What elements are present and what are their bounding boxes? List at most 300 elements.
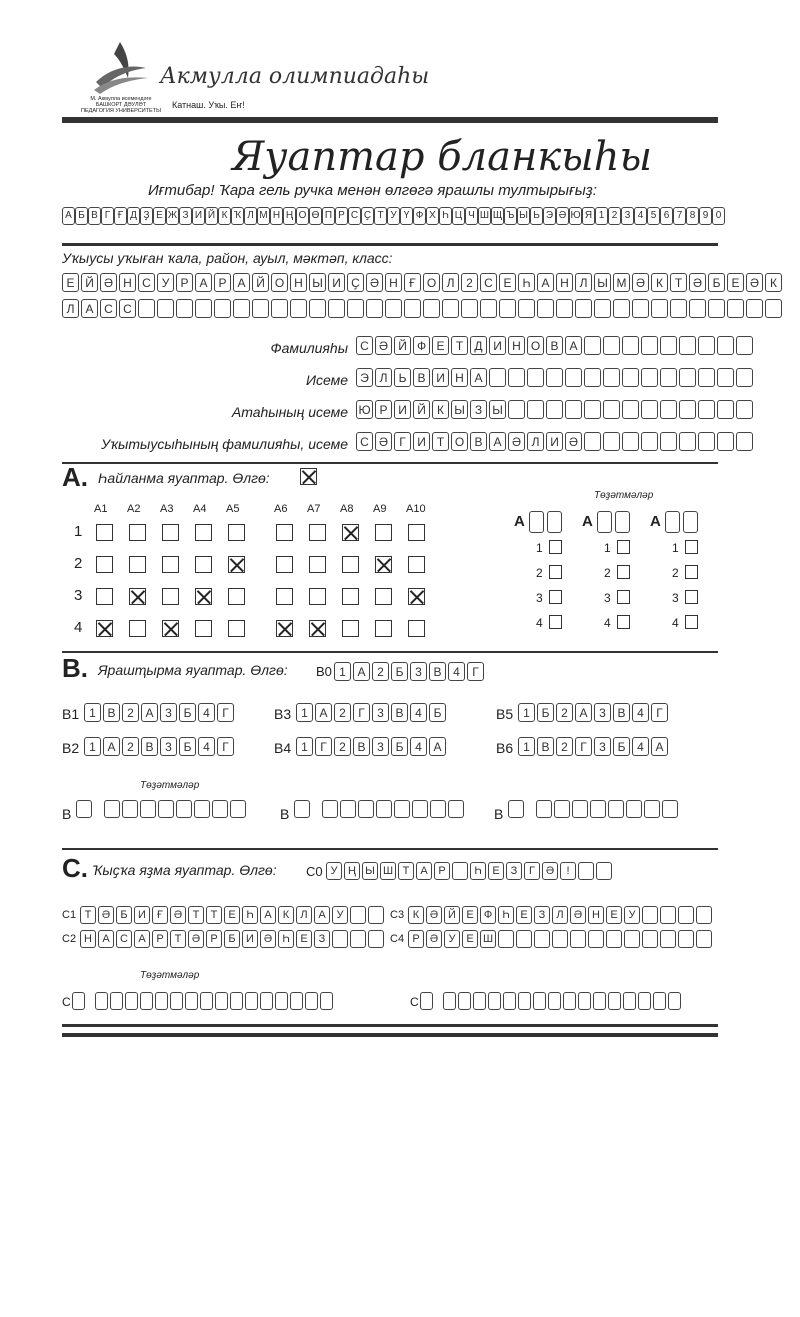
- school-char-cell[interactable]: А: [537, 273, 554, 292]
- school-input-line-1[interactable]: [62, 273, 782, 292]
- short-answer-char-cell[interactable]: А: [314, 906, 330, 924]
- matching-char-cell[interactable]: Б: [429, 703, 446, 722]
- answer-checkbox-checked[interactable]: [195, 588, 212, 605]
- matching-char-cell[interactable]: 3: [594, 737, 611, 756]
- matching-char-cell[interactable]: 1: [518, 737, 535, 756]
- short-answer-char-cell[interactable]: [350, 906, 366, 924]
- name-char-cell[interactable]: Ь: [394, 368, 411, 387]
- matching-char-cell[interactable]: Г: [575, 737, 592, 756]
- name-char-cell[interactable]: [603, 400, 620, 419]
- matching-char-cell[interactable]: Б: [179, 737, 196, 756]
- school-char-cell[interactable]: А: [233, 273, 250, 292]
- correction-checkbox[interactable]: [549, 590, 562, 604]
- name-char-cell[interactable]: Ә: [375, 336, 392, 355]
- name-char-cell[interactable]: [660, 336, 677, 355]
- short-answer-char-cell[interactable]: Ә: [260, 930, 276, 948]
- patronymic-input[interactable]: [356, 400, 753, 419]
- answer-checkbox[interactable]: [162, 556, 179, 573]
- school-char-cell[interactable]: [556, 299, 573, 318]
- school-char-cell[interactable]: Л: [442, 273, 459, 292]
- firstname-input[interactable]: [356, 368, 753, 387]
- short-answer-char-cell[interactable]: Б: [116, 906, 132, 924]
- short-answer-char-cell[interactable]: [552, 930, 568, 948]
- correction-char-cell[interactable]: [644, 800, 660, 818]
- matching-char-cell[interactable]: Г: [651, 703, 668, 722]
- name-char-cell[interactable]: И: [432, 368, 449, 387]
- matching-char-cell[interactable]: Б: [391, 737, 408, 756]
- correction-number-cell[interactable]: [665, 511, 680, 533]
- school-char-cell[interactable]: Л: [575, 273, 592, 292]
- correction-checkbox[interactable]: [617, 565, 630, 579]
- school-char-cell[interactable]: [442, 299, 459, 318]
- correction-char-cell[interactable]: [563, 992, 576, 1010]
- correction-char-cell[interactable]: [320, 992, 333, 1010]
- name-char-cell[interactable]: [717, 336, 734, 355]
- school-char-cell[interactable]: [746, 299, 763, 318]
- surname-input[interactable]: [356, 336, 753, 355]
- teacher-input[interactable]: [356, 432, 753, 451]
- correction-number-cell[interactable]: [420, 992, 433, 1010]
- name-char-cell[interactable]: [679, 336, 696, 355]
- matching-answer-row[interactable]: [84, 737, 234, 756]
- short-answer-char-cell[interactable]: Р: [152, 930, 168, 948]
- name-char-cell[interactable]: [698, 368, 715, 387]
- answer-checkbox[interactable]: [342, 620, 359, 637]
- matching-char-cell[interactable]: В: [613, 703, 630, 722]
- name-char-cell[interactable]: Л: [375, 368, 392, 387]
- short-answer-char-cell[interactable]: И: [242, 930, 258, 948]
- school-char-cell[interactable]: Т: [670, 273, 687, 292]
- correction-char-cell[interactable]: [533, 992, 546, 1010]
- matching-answer-row[interactable]: [84, 703, 234, 722]
- correction-char-cell[interactable]: [200, 992, 213, 1010]
- correction-char-cell[interactable]: [590, 800, 606, 818]
- name-char-cell[interactable]: [736, 368, 753, 387]
- correction-number-cell[interactable]: [597, 511, 612, 533]
- school-char-cell[interactable]: Б: [708, 273, 725, 292]
- answer-checkbox[interactable]: [162, 524, 179, 541]
- school-char-cell[interactable]: М: [613, 273, 630, 292]
- answer-checkbox[interactable]: [309, 556, 326, 573]
- school-char-cell[interactable]: [157, 299, 174, 318]
- short-answer-char-cell[interactable]: К: [408, 906, 424, 924]
- short-answer-char-cell[interactable]: У: [332, 906, 348, 924]
- correction-char-cell[interactable]: [536, 800, 552, 818]
- answer-checkbox[interactable]: [276, 588, 293, 605]
- matching-char-cell[interactable]: 1: [84, 703, 101, 722]
- school-char-cell[interactable]: Й: [81, 273, 98, 292]
- correction-char-cell[interactable]: [260, 992, 273, 1010]
- name-char-cell[interactable]: [717, 400, 734, 419]
- school-char-cell[interactable]: У: [157, 273, 174, 292]
- matching-char-cell[interactable]: 2: [556, 737, 573, 756]
- matching-char-cell[interactable]: А: [575, 703, 592, 722]
- short-answer-char-cell[interactable]: Ә: [426, 906, 442, 924]
- school-char-cell[interactable]: Ә: [632, 273, 649, 292]
- school-char-cell[interactable]: [176, 299, 193, 318]
- short-answer-char-cell[interactable]: А: [260, 906, 276, 924]
- name-char-cell[interactable]: [584, 336, 601, 355]
- short-answer-char-cell[interactable]: [696, 930, 712, 948]
- matching-char-cell[interactable]: 4: [410, 737, 427, 756]
- correction-number-cell[interactable]: [529, 511, 544, 533]
- correction-char-cell[interactable]: [394, 800, 410, 818]
- short-answer-char-cell[interactable]: [624, 930, 640, 948]
- name-char-cell[interactable]: [603, 336, 620, 355]
- matching-char-cell[interactable]: 2: [556, 703, 573, 722]
- short-answer-char-cell[interactable]: [588, 930, 604, 948]
- short-answer-char-cell[interactable]: Е: [516, 906, 532, 924]
- matching-char-cell[interactable]: В: [391, 703, 408, 722]
- answer-checkbox[interactable]: [129, 620, 146, 637]
- correction-char-cell[interactable]: [593, 992, 606, 1010]
- school-char-cell[interactable]: А: [195, 273, 212, 292]
- matching-char-cell[interactable]: А: [315, 703, 332, 722]
- name-char-cell[interactable]: Н: [508, 336, 525, 355]
- name-char-cell[interactable]: Д: [470, 336, 487, 355]
- name-char-cell[interactable]: [641, 432, 658, 451]
- short-answer-row[interactable]: [80, 930, 384, 948]
- name-char-cell[interactable]: К: [432, 400, 449, 419]
- correction-checkbox[interactable]: [685, 540, 698, 554]
- short-answer-char-cell[interactable]: [350, 930, 366, 948]
- short-answer-char-cell[interactable]: З: [534, 906, 550, 924]
- matching-char-cell[interactable]: Б: [179, 703, 196, 722]
- matching-char-cell[interactable]: 2: [334, 737, 351, 756]
- school-char-cell[interactable]: Л: [62, 299, 79, 318]
- matching-char-cell[interactable]: А: [141, 703, 158, 722]
- correction-char-cell[interactable]: [305, 992, 318, 1010]
- correction-checkbox[interactable]: [617, 540, 630, 554]
- name-char-cell[interactable]: [698, 336, 715, 355]
- short-answer-char-cell[interactable]: Е: [462, 906, 478, 924]
- answer-checkbox[interactable]: [375, 588, 392, 605]
- name-char-cell[interactable]: [527, 400, 544, 419]
- school-char-cell[interactable]: Р: [176, 273, 193, 292]
- correction-input-row[interactable]: [294, 800, 464, 818]
- correction-char-cell[interactable]: [554, 800, 570, 818]
- name-char-cell[interactable]: Ә: [565, 432, 582, 451]
- school-char-cell[interactable]: [480, 299, 497, 318]
- short-answer-char-cell[interactable]: Ғ: [152, 906, 168, 924]
- answer-checkbox-checked[interactable]: [375, 556, 392, 573]
- name-char-cell[interactable]: [698, 432, 715, 451]
- matching-char-cell[interactable]: А: [651, 737, 668, 756]
- name-char-cell[interactable]: Ә: [508, 432, 525, 451]
- matching-char-cell[interactable]: А: [429, 737, 446, 756]
- answer-checkbox-checked[interactable]: [342, 524, 359, 541]
- name-char-cell[interactable]: [641, 336, 658, 355]
- short-answer-char-cell[interactable]: [642, 930, 658, 948]
- name-char-cell[interactable]: [622, 368, 639, 387]
- name-char-cell[interactable]: Е: [432, 336, 449, 355]
- name-char-cell[interactable]: [641, 368, 658, 387]
- correction-char-cell[interactable]: [95, 992, 108, 1010]
- name-char-cell[interactable]: [660, 400, 677, 419]
- short-answer-char-cell[interactable]: [660, 930, 676, 948]
- correction-char-cell[interactable]: [448, 800, 464, 818]
- short-answer-char-cell[interactable]: [534, 930, 550, 948]
- short-answer-char-cell[interactable]: З: [314, 930, 330, 948]
- answer-checkbox[interactable]: [228, 588, 245, 605]
- short-answer-char-cell[interactable]: А: [134, 930, 150, 948]
- school-char-cell[interactable]: Ҫ: [347, 273, 364, 292]
- matching-char-cell[interactable]: Б: [537, 703, 554, 722]
- name-char-cell[interactable]: И: [413, 432, 430, 451]
- school-char-cell[interactable]: [252, 299, 269, 318]
- matching-answer-row[interactable]: [296, 703, 446, 722]
- correction-char-cell[interactable]: [158, 800, 174, 818]
- school-char-cell[interactable]: С: [100, 299, 117, 318]
- school-char-cell[interactable]: [233, 299, 250, 318]
- short-answer-char-cell[interactable]: [678, 930, 694, 948]
- correction-char-cell[interactable]: [668, 992, 681, 1010]
- name-char-cell[interactable]: В: [413, 368, 430, 387]
- school-char-cell[interactable]: Ы: [594, 273, 611, 292]
- name-char-cell[interactable]: [736, 336, 753, 355]
- short-answer-char-cell[interactable]: И: [134, 906, 150, 924]
- name-char-cell[interactable]: И: [394, 400, 411, 419]
- correction-char-cell[interactable]: [358, 800, 374, 818]
- correction-char-cell[interactable]: [412, 800, 428, 818]
- school-char-cell[interactable]: Е: [62, 273, 79, 292]
- short-answer-char-cell[interactable]: С: [116, 930, 132, 948]
- correction-number-cell[interactable]: [547, 511, 562, 533]
- name-char-cell[interactable]: [508, 368, 525, 387]
- short-answer-char-cell[interactable]: [368, 906, 384, 924]
- correction-char-cell[interactable]: [245, 992, 258, 1010]
- correction-char-cell[interactable]: [638, 992, 651, 1010]
- school-char-cell[interactable]: 2: [461, 273, 478, 292]
- school-char-cell[interactable]: Ә: [746, 273, 763, 292]
- name-char-cell[interactable]: [622, 336, 639, 355]
- school-char-cell[interactable]: Ә: [366, 273, 383, 292]
- answer-checkbox[interactable]: [408, 524, 425, 541]
- school-char-cell[interactable]: [613, 299, 630, 318]
- short-answer-char-cell[interactable]: [498, 930, 514, 948]
- school-char-cell[interactable]: Е: [727, 273, 744, 292]
- short-answer-char-cell[interactable]: Н: [80, 930, 96, 948]
- school-char-cell[interactable]: Һ: [518, 273, 535, 292]
- school-char-cell[interactable]: [765, 299, 782, 318]
- matching-char-cell[interactable]: 2: [334, 703, 351, 722]
- matching-char-cell[interactable]: В: [537, 737, 554, 756]
- matching-answer-row[interactable]: [518, 737, 668, 756]
- answer-checkbox-checked[interactable]: [96, 620, 113, 637]
- short-answer-char-cell[interactable]: [642, 906, 658, 924]
- correction-char-cell[interactable]: [340, 800, 356, 818]
- matching-char-cell[interactable]: 3: [372, 703, 389, 722]
- school-char-cell[interactable]: [271, 299, 288, 318]
- short-answer-char-cell[interactable]: Т: [170, 930, 186, 948]
- answer-checkbox[interactable]: [408, 556, 425, 573]
- matching-char-cell[interactable]: 1: [84, 737, 101, 756]
- correction-char-cell[interactable]: [503, 992, 516, 1010]
- school-char-cell[interactable]: К: [651, 273, 668, 292]
- short-answer-char-cell[interactable]: Е: [224, 906, 240, 924]
- short-answer-char-cell[interactable]: Л: [296, 906, 312, 924]
- name-char-cell[interactable]: [717, 432, 734, 451]
- school-char-cell[interactable]: [214, 299, 231, 318]
- name-char-cell[interactable]: [603, 368, 620, 387]
- short-answer-char-cell[interactable]: Е: [296, 930, 312, 948]
- short-answer-char-cell[interactable]: Р: [206, 930, 222, 948]
- correction-input-row[interactable]: [76, 800, 246, 818]
- school-char-cell[interactable]: Е: [499, 273, 516, 292]
- name-char-cell[interactable]: Ф: [413, 336, 430, 355]
- name-char-cell[interactable]: [546, 368, 563, 387]
- name-char-cell[interactable]: [679, 400, 696, 419]
- short-answer-char-cell[interactable]: Ә: [188, 930, 204, 948]
- correction-char-cell[interactable]: [488, 992, 501, 1010]
- name-char-cell[interactable]: [584, 400, 601, 419]
- correction-checkbox[interactable]: [549, 565, 562, 579]
- correction-char-cell[interactable]: [155, 992, 168, 1010]
- school-char-cell[interactable]: И: [328, 273, 345, 292]
- short-answer-char-cell[interactable]: Ә: [170, 906, 186, 924]
- correction-char-cell[interactable]: [185, 992, 198, 1010]
- school-char-cell[interactable]: [347, 299, 364, 318]
- short-answer-char-cell[interactable]: Һ: [498, 906, 514, 924]
- correction-char-cell[interactable]: [170, 992, 183, 1010]
- name-char-cell[interactable]: [565, 400, 582, 419]
- name-char-cell[interactable]: [660, 432, 677, 451]
- name-char-cell[interactable]: [641, 400, 658, 419]
- correction-char-cell[interactable]: [443, 992, 456, 1010]
- answer-checkbox[interactable]: [228, 620, 245, 637]
- school-char-cell[interactable]: С: [138, 273, 155, 292]
- name-char-cell[interactable]: [489, 368, 506, 387]
- correction-number-cell[interactable]: [683, 511, 698, 533]
- school-char-cell[interactable]: [575, 299, 592, 318]
- correction-checkbox[interactable]: [685, 590, 698, 604]
- short-answer-char-cell[interactable]: К: [278, 906, 294, 924]
- name-char-cell[interactable]: А: [489, 432, 506, 451]
- name-char-cell[interactable]: Г: [394, 432, 411, 451]
- correction-checkbox[interactable]: [685, 565, 698, 579]
- short-answer-char-cell[interactable]: У: [624, 906, 640, 924]
- correction-char-cell[interactable]: [473, 992, 486, 1010]
- matching-char-cell[interactable]: 1: [296, 737, 313, 756]
- name-char-cell[interactable]: [736, 400, 753, 419]
- short-answer-char-cell[interactable]: Һ: [278, 930, 294, 948]
- matching-char-cell[interactable]: 4: [632, 737, 649, 756]
- correction-char-cell[interactable]: [653, 992, 666, 1010]
- short-answer-row[interactable]: [408, 930, 712, 948]
- answer-checkbox-checked[interactable]: [276, 620, 293, 637]
- correction-char-cell[interactable]: [110, 992, 123, 1010]
- school-char-cell[interactable]: С: [119, 299, 136, 318]
- school-char-cell[interactable]: [651, 299, 668, 318]
- answer-checkbox-checked[interactable]: [309, 620, 326, 637]
- answer-checkbox[interactable]: [129, 556, 146, 573]
- short-answer-char-cell[interactable]: Й: [444, 906, 460, 924]
- school-char-cell[interactable]: О: [271, 273, 288, 292]
- school-char-cell[interactable]: [366, 299, 383, 318]
- name-char-cell[interactable]: [584, 432, 601, 451]
- school-char-cell[interactable]: [404, 299, 421, 318]
- short-answer-char-cell[interactable]: У: [444, 930, 460, 948]
- name-char-cell[interactable]: Ю: [356, 400, 373, 419]
- name-char-cell[interactable]: З: [470, 400, 487, 419]
- school-char-cell[interactable]: [423, 299, 440, 318]
- correction-checkbox[interactable]: [549, 540, 562, 554]
- correction-char-cell[interactable]: [548, 992, 561, 1010]
- answer-checkbox[interactable]: [195, 620, 212, 637]
- school-char-cell[interactable]: [499, 299, 516, 318]
- correction-checkbox[interactable]: [685, 615, 698, 629]
- correction-number-cell[interactable]: [615, 511, 630, 533]
- name-char-cell[interactable]: Н: [451, 368, 468, 387]
- school-char-cell[interactable]: Н: [385, 273, 402, 292]
- correction-char-cell[interactable]: [626, 800, 642, 818]
- correction-char-cell[interactable]: [572, 800, 588, 818]
- name-char-cell[interactable]: Л: [527, 432, 544, 451]
- name-char-cell[interactable]: С: [356, 432, 373, 451]
- school-char-cell[interactable]: [708, 299, 725, 318]
- school-char-cell[interactable]: К: [765, 273, 782, 292]
- matching-char-cell[interactable]: 3: [160, 703, 177, 722]
- matching-answer-row[interactable]: [518, 703, 668, 722]
- short-answer-char-cell[interactable]: [570, 930, 586, 948]
- name-char-cell[interactable]: В: [470, 432, 487, 451]
- short-answer-char-cell[interactable]: Һ: [242, 906, 258, 924]
- answer-checkbox[interactable]: [96, 524, 113, 541]
- answer-checkbox[interactable]: [309, 588, 326, 605]
- correction-char-cell[interactable]: [176, 800, 192, 818]
- matching-answer-row[interactable]: [296, 737, 446, 756]
- short-answer-char-cell[interactable]: [516, 930, 532, 948]
- short-answer-char-cell[interactable]: Б: [224, 930, 240, 948]
- matching-char-cell[interactable]: В: [103, 703, 120, 722]
- school-char-cell[interactable]: А: [81, 299, 98, 318]
- school-char-cell[interactable]: Ә: [100, 273, 117, 292]
- correction-char-cell[interactable]: [290, 992, 303, 1010]
- short-answer-char-cell[interactable]: Р: [408, 930, 424, 948]
- school-char-cell[interactable]: [689, 299, 706, 318]
- matching-char-cell[interactable]: Г: [217, 737, 234, 756]
- answer-checkbox[interactable]: [96, 556, 113, 573]
- answer-checkbox[interactable]: [195, 524, 212, 541]
- name-char-cell[interactable]: Й: [394, 336, 411, 355]
- name-char-cell[interactable]: И: [546, 432, 563, 451]
- name-char-cell[interactable]: Ы: [489, 400, 506, 419]
- matching-char-cell[interactable]: В: [141, 737, 158, 756]
- matching-char-cell[interactable]: 3: [594, 703, 611, 722]
- school-char-cell[interactable]: [385, 299, 402, 318]
- correction-char-cell[interactable]: [376, 800, 392, 818]
- matching-char-cell[interactable]: 2: [122, 737, 139, 756]
- name-char-cell[interactable]: [565, 368, 582, 387]
- correction-number-cell[interactable]: [294, 800, 310, 818]
- school-char-cell[interactable]: [138, 299, 155, 318]
- name-char-cell[interactable]: И: [489, 336, 506, 355]
- correction-number-cell[interactable]: [72, 992, 85, 1010]
- school-char-cell[interactable]: [670, 299, 687, 318]
- answer-checkbox-checked[interactable]: [162, 620, 179, 637]
- name-char-cell[interactable]: Т: [432, 432, 449, 451]
- short-answer-char-cell[interactable]: Ә: [98, 906, 114, 924]
- correction-char-cell[interactable]: [122, 800, 138, 818]
- answer-checkbox[interactable]: [342, 588, 359, 605]
- name-char-cell[interactable]: [603, 432, 620, 451]
- name-char-cell[interactable]: [679, 368, 696, 387]
- answer-checkbox[interactable]: [342, 556, 359, 573]
- name-char-cell[interactable]: [527, 368, 544, 387]
- school-char-cell[interactable]: [518, 299, 535, 318]
- short-answer-char-cell[interactable]: [332, 930, 348, 948]
- matching-char-cell[interactable]: Г: [353, 703, 370, 722]
